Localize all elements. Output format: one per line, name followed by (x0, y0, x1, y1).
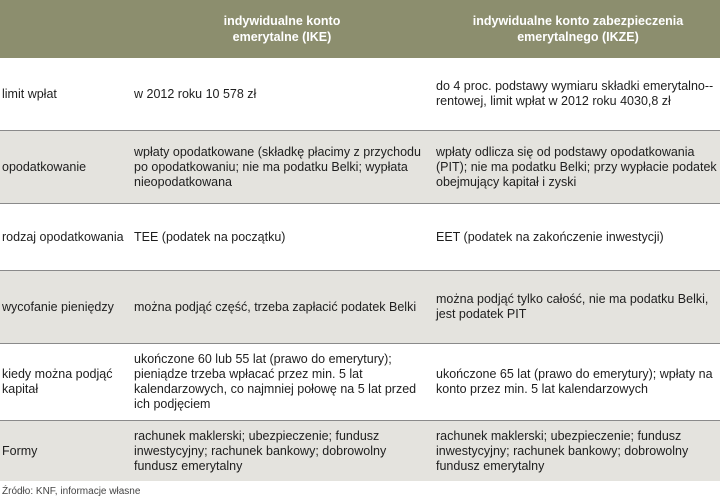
ike-cell: rachunek maklerski; ubezpieczenie; fundusz inwestycyjny; rachunek bankowy; dobrowolny fundusz emerytalny (134, 428, 387, 473)
ikze-cell: do 4 proc. podstawy wymiaru składki emerytalno--rentowej, limit wpłat w 2012 roku 4030,8 zł (436, 79, 714, 108)
ikze-cell: EET (podatek na zakończenie inwestycji) (436, 229, 664, 244)
ike-cell: TEE (podatek na początku) (134, 229, 286, 244)
header-empty-cell (0, 0, 130, 58)
row-label: wycofanie pieniędzy (2, 299, 114, 314)
table-row-capital (0, 344, 720, 421)
ikze-cell: ukończone 65 lat (prawo do emerytury); wpłaty na konto przez min. 5 lat kalendarzowych (436, 367, 713, 396)
row-label: rodzaj opodatkowania (2, 229, 124, 244)
row-label: opodatkowanie (2, 159, 87, 174)
table-row-forms (0, 421, 720, 481)
source-note: Źródło: KNF, informacje własne (2, 486, 141, 497)
table-row-withdrawal (0, 271, 720, 344)
ike-cell: ukończone 60 lub 55 lat (prawo do emerytury); pieniądze trzeba wpłacać przez min. 5 lat kalendarzowych, co najmniej połowę na 5 lat przed ich podjęciem (134, 352, 417, 411)
ike-cell: można podjąć część, trzeba zapłacić podatek Belki (134, 299, 417, 314)
table-header (0, 0, 720, 58)
row-label: kiedy można podjąć kapitał (2, 367, 113, 396)
row-label: Formy (2, 443, 38, 458)
row-label: limit wpłat (2, 86, 57, 101)
ike-cell: wpłaty opodatkowane (składkę płacimy z przychodu po opodatkowaniu; nie ma podatku Belki; wypłata nieopodatkowana (134, 144, 421, 189)
header-ike: indywidualne konto emerytalne (IKE) (223, 14, 341, 44)
header-ikze: indywidualne konto zabezpieczenia emerytalnego (IKZE) (472, 14, 684, 44)
ikze-cell: rachunek maklerski; ubezpieczenie; fundusz inwestycyjny; rachunek bankowy; dobrowolny fundusz emerytalny (436, 428, 689, 473)
ikze-cell: można podjąć tylko całość, nie ma podatku Belki, jest podatek PIT (436, 292, 709, 321)
ikze-cell: wpłaty odlicza się od podstawy opodatkowania (PIT); nie ma podatku Belki; przy wypłacie podatek obejmujący kapitał i zyski (436, 144, 717, 189)
table-row-limit (0, 58, 720, 131)
table-row-tax-type (0, 204, 720, 271)
ike-cell: w 2012 roku 10 578 zł (134, 86, 257, 101)
table-row-taxation (0, 131, 720, 204)
